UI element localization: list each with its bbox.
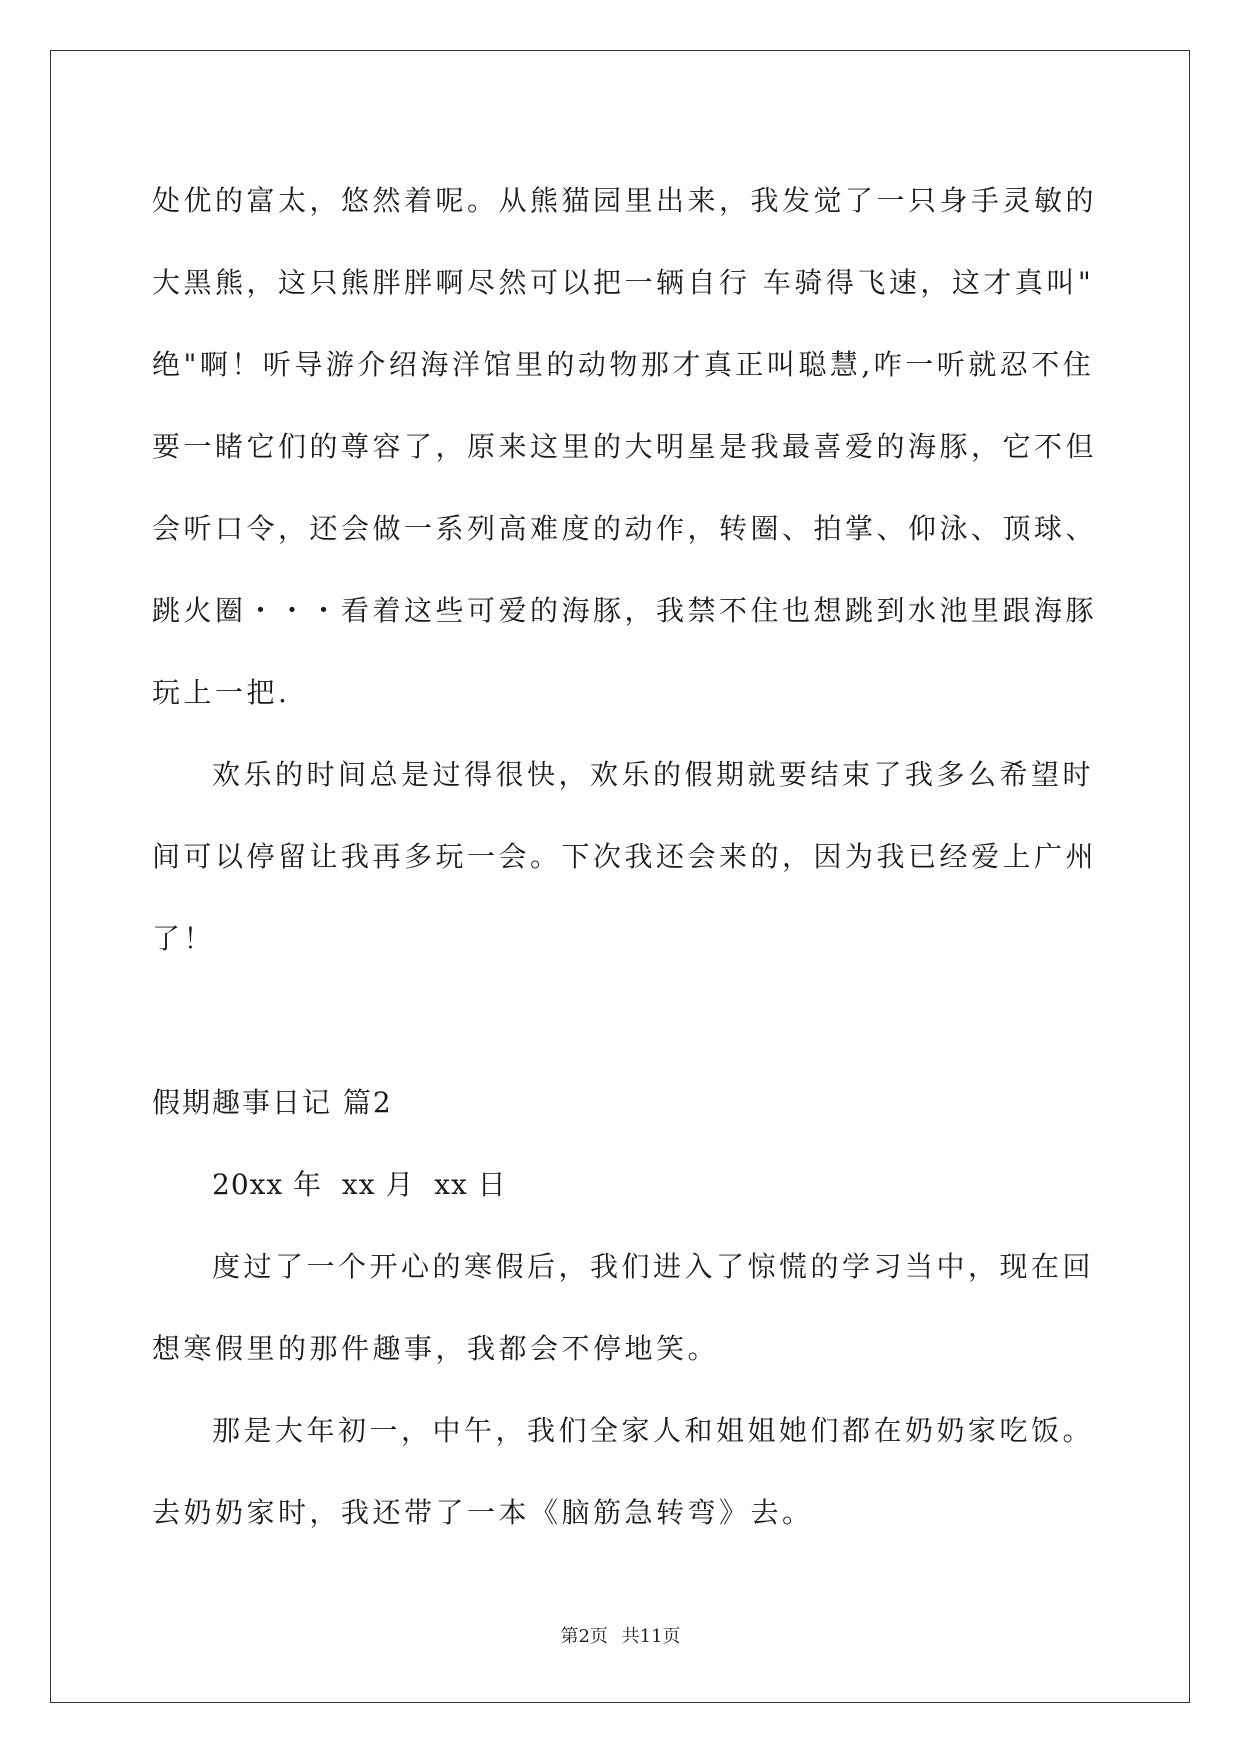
page-footer — [0, 1622, 1241, 1648]
paragraph-1 — [152, 160, 1098, 734]
text-line: 跳火圈・・・看着这些可爱的海豚，我禁不住也想跳到水池里跟海豚 — [152, 594, 1098, 627]
text-line: 了！ — [152, 922, 216, 955]
text-line: 要一睹它们的尊容了，原来这里的大明星是我最喜爱的海豚，它不但 — [152, 430, 1098, 463]
text-line: 那是大年初一，中午，我们全家人和姐姐她们都在奶奶家吃饭。 — [212, 1414, 1095, 1447]
text-line: 间可以停留让我再多玩一会。下次我还会来的，因为我已经爱上广州 — [152, 840, 1098, 873]
text-line: 玩上一把. — [152, 676, 291, 709]
page-number-current: 第2页 — [560, 1626, 608, 1647]
document-body — [152, 160, 1098, 1554]
section-heading: 假期趣事日记 篇2 — [152, 1086, 393, 1119]
text-line: 处优的富太，悠然着呢。从熊猫园里出来，我发觉了一只身手灵敏的 — [152, 184, 1098, 217]
page-number-total: 共11页 — [621, 1626, 681, 1647]
text-line: 欢乐的时间总是过得很快，欢乐的假期就要结束了我多么希望时 — [212, 758, 1095, 791]
paragraph-4 — [152, 1390, 1095, 1554]
text-line: 去奶奶家时，我还带了一本《脑筋急转弯》去。 — [152, 1496, 814, 1529]
text-line: 会听口令，还会做一系列高难度的动作，转圈、拍掌、仰泳、顶球、 — [152, 512, 1098, 545]
text-line: 度过了一个开心的寒假后，我们进入了惊慌的学习当中，现在回 — [212, 1250, 1095, 1283]
blank-line — [152, 980, 1092, 1062]
text-line: 大黑熊，这只熊胖胖啊尽然可以把一辆自行 车骑得飞速，这才真叫" — [152, 266, 1095, 299]
paragraph-3 — [152, 1226, 1095, 1390]
paragraph-2 — [152, 734, 1098, 980]
text-line: 绝"啊！听导游介绍海洋馆里的动物那才真正叫聪慧,咋一听就忍不住 — [152, 348, 1095, 381]
date-line: 20xx 年 xx 月 xx 日 — [212, 1168, 507, 1201]
text-line: 想寒假里的那件趣事，我都会不停地笑。 — [152, 1332, 720, 1365]
